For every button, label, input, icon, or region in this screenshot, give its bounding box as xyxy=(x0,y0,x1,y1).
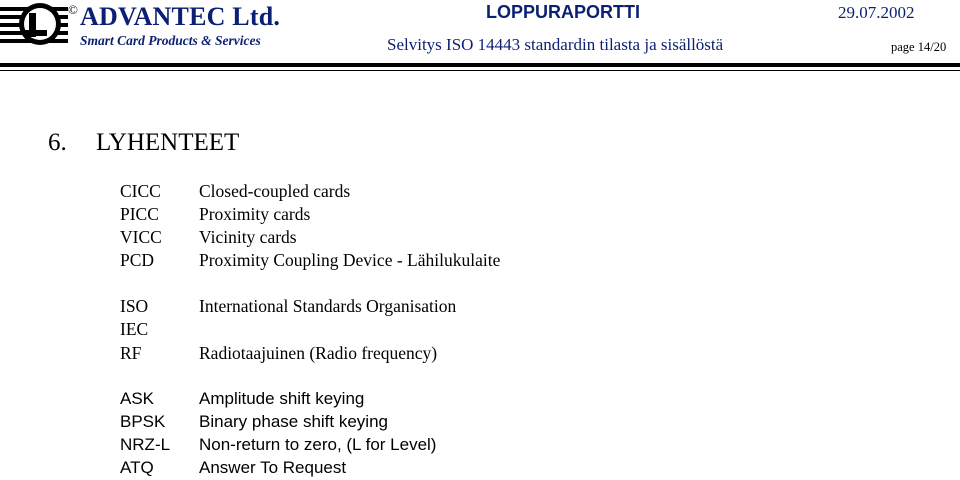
abbreviation-definition: Answer To Request xyxy=(199,458,347,477)
abbreviation-term: BPSK xyxy=(120,412,166,431)
abbreviation-term: ISO xyxy=(120,296,149,316)
copyright-symbol: © xyxy=(68,2,78,17)
abbreviation-definition: Proximity cards xyxy=(199,204,311,224)
company-name: ADVANTEC Ltd. xyxy=(80,2,281,31)
abbreviation-term: IEC xyxy=(120,319,149,339)
abbreviation-definition: Vicinity cards xyxy=(199,227,297,247)
abbreviation-term: RF xyxy=(120,343,142,363)
abbreviation-term: ASK xyxy=(120,389,155,408)
header-rule-thin xyxy=(0,70,960,71)
section-number: 6. xyxy=(48,129,67,156)
report-date: 29.07.2002 xyxy=(838,3,915,22)
company-logo xyxy=(0,0,72,50)
report-title: LOPPURAPORTTI xyxy=(486,2,641,22)
section-heading xyxy=(48,128,239,158)
abbreviation-term: PICC xyxy=(120,204,159,224)
abbreviation-definition: Amplitude shift keying xyxy=(199,389,365,408)
page-number: page 14/20 xyxy=(891,40,947,54)
company-tagline: Smart Card Products & Services xyxy=(80,33,261,48)
abbreviation-definition: Proximity Coupling Device - Lähilukulaite xyxy=(199,250,501,270)
abbreviation-term: PCD xyxy=(120,250,155,270)
header-rule-thick xyxy=(0,63,960,67)
abbreviation-term: ATQ xyxy=(120,458,154,477)
abbreviation-term: VICC xyxy=(120,227,162,247)
abbreviation-term: CICC xyxy=(120,181,161,201)
report-subtitle: Selvitys ISO 14443 standardin tilasta ja sisällöstä xyxy=(387,35,724,54)
abbreviation-definition: International Standards Organisation xyxy=(199,296,457,316)
document-header xyxy=(0,0,960,72)
abbreviation-definition: Closed-coupled cards xyxy=(199,181,351,201)
abbreviation-definition: Radiotaajuinen (Radio frequency) xyxy=(199,343,438,363)
abbreviation-definition: Binary phase shift keying xyxy=(199,412,388,431)
section-title: LYHENTEET xyxy=(96,129,240,156)
abbreviation-definition: Non-return to zero, (L for Level) xyxy=(199,435,437,454)
abbreviation-term: NRZ-L xyxy=(120,435,171,454)
